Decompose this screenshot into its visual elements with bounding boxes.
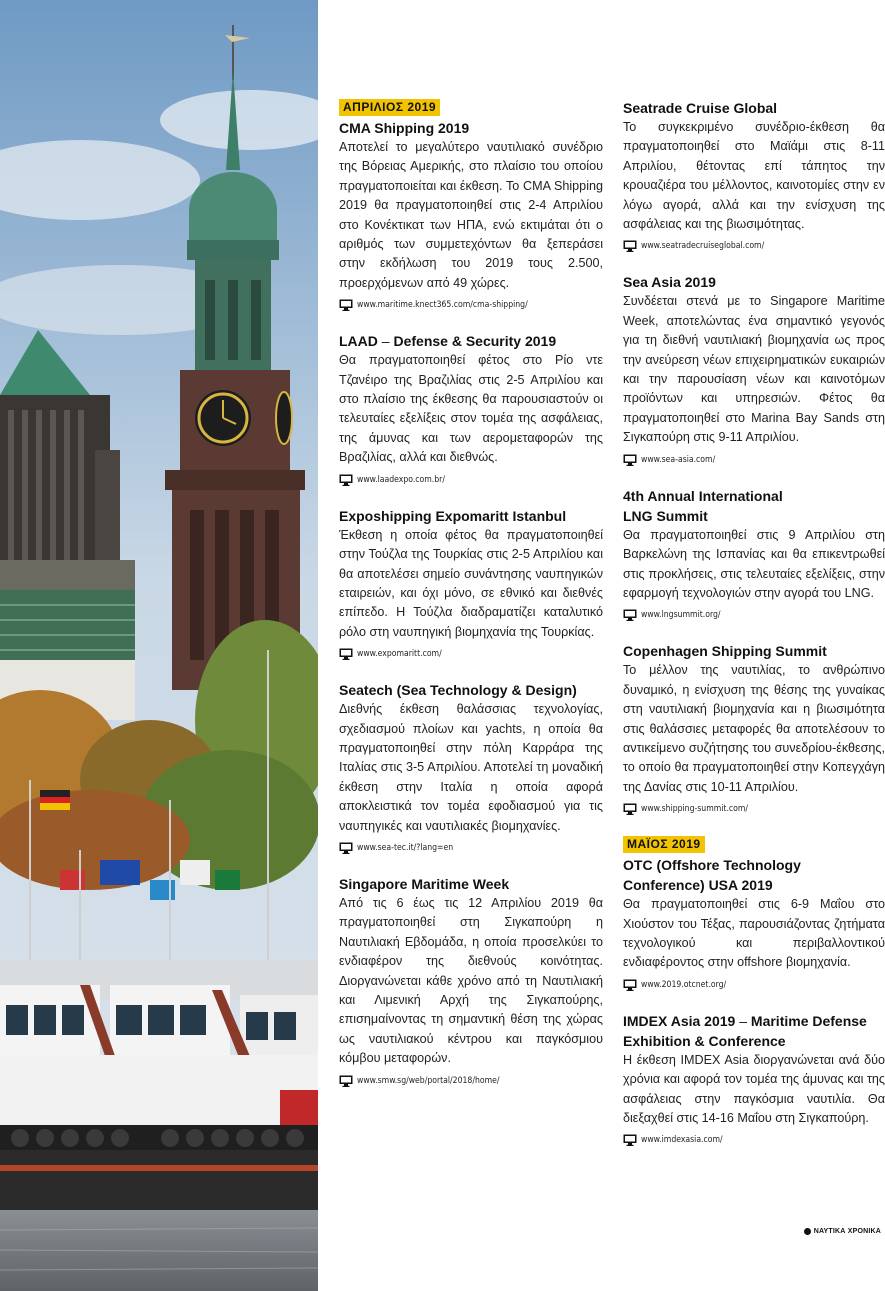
monitor-icon — [339, 474, 353, 486]
event-url-text[interactable]: www.expomaritt.com/ — [357, 649, 442, 660]
event-url-text[interactable]: www.seatradecruiseglobal.com/ — [641, 241, 765, 252]
event-cma-shipping — [339, 118, 603, 312]
event-title: Seatrade Cruise Global — [623, 100, 778, 116]
monitor-icon — [339, 842, 353, 854]
event-title-dash: – — [735, 1012, 751, 1029]
event-url[interactable] — [623, 239, 885, 253]
hamburg-harbour-illustration — [0, 0, 318, 1291]
monitor-icon — [623, 609, 637, 621]
month-label-april: ΑΠΡΙΛΙΟΣ 2019 — [339, 99, 440, 116]
event-laad — [339, 331, 603, 486]
event-url-text[interactable]: www.sea-tec.it/?lang=en — [357, 842, 454, 853]
publication-dot-icon — [804, 1228, 811, 1235]
event-title — [623, 1011, 885, 1051]
event-body: Το μέλλον της ναυτιλίας, το ανθρώπινο δυναμικό, η ενίσχυση της θέσης της γυναίκας στη ναυτιλιακή βιομηχανία και η βιωσιμότητα στις θαλάσσιες μεταφορές θα αποτελέσουν το αντικείμενο συζήτησης του συνεδρίου-έκθεσης, το οποίο θα πραγματοποιηθεί στην Κοπεγχάγη της Δανίας στις 10-11 Απριλίου. — [623, 663, 885, 794]
event-url-text[interactable]: www.smw.sg/web/portal/2018/home/ — [357, 1075, 500, 1086]
event-title-rest: Maritime Defense — [750, 1012, 867, 1029]
event-seatech — [339, 680, 603, 855]
harbour-photo — [0, 0, 318, 1291]
event-url-text[interactable]: www.imdexasia.com/ — [641, 1135, 723, 1146]
event-url[interactable] — [339, 647, 603, 661]
event-url-text[interactable]: www.laadexpo.com.br/ — [357, 474, 445, 485]
event-url-text[interactable]: www.maritime.knect365.com/cma-shipping/ — [357, 300, 528, 311]
event-imdex-asia — [623, 1011, 885, 1148]
event-seatrade-cruise-global — [623, 98, 885, 253]
monitor-icon — [623, 979, 637, 991]
event-title: Sea Asia 2019 — [623, 274, 716, 291]
event-title — [339, 331, 603, 351]
event-body: Η έκθεση IMDEX Asia διοργανώνεται ανά δύο χρόνια και αφορά τον τομέα της άμυνας και της ασφάλειας στην παγκόσμια ναυτιλία. Θα διεξαχθεί στις 14-16 Μαΐου στη Σιγκαπούρη. — [623, 1052, 885, 1125]
monitor-icon — [339, 299, 353, 311]
monitor-icon — [623, 454, 637, 466]
event-body: Έκθεση η οποία φέτος θα πραγματοποιηθεί στην Τούζλα της Τουρκίας στις 2-5 Απριλίου και θα αποτελέσει σημείο συνάντησης ναυπηγικών εταιρειών, και όχι μόνο, σε εθνικό και διεθνές επίπεδο. Η Τούζλα διαδραματίζει καταλυτικό ρόλο στη ναυπηγική βιομηχανία της Τουρκίας. — [339, 527, 603, 639]
monitor-icon — [623, 1134, 637, 1146]
event-exposhipping — [339, 506, 603, 661]
monitor-icon — [623, 803, 637, 815]
event-sea-asia — [623, 272, 885, 466]
event-url[interactable] — [339, 1074, 603, 1088]
event-title: Exposhipping Expomaritt Istanbul — [339, 507, 567, 524]
event-title-main: LAAD — [339, 333, 378, 350]
event-url-text[interactable]: www.lngsummit.org/ — [641, 610, 721, 621]
month-label-may: ΜΑΪΟΣ 2019 — [623, 836, 705, 853]
monitor-icon — [339, 648, 353, 660]
monitor-icon — [339, 1075, 353, 1087]
footer-publication — [804, 1228, 881, 1235]
event-body: Συνδέεται στενά με το Singapore Maritime Week, αποτελώντας ένα σημαντικό γεγονός για τη διεθνή ναυτιλιακή βιομηχανία ως προς την ανεύρεση νέων επιχειρηματικών ευκαιριών και την παρουσίαση νέων και καινοτόμων προϊόντων και υπηρεσιών. Φέτος θα πραγματοποιηθεί στο Marina Bay Sands στη Σιγκαπούρη στις 9-11 Απριλίου. — [623, 294, 885, 445]
event-url[interactable] — [623, 978, 885, 992]
event-url-text[interactable]: www.sea-asia.com/ — [641, 454, 716, 465]
event-url[interactable] — [339, 473, 603, 487]
event-title-line2: Conference) USA 2019 — [623, 877, 773, 894]
event-title: Singapore Maritime Week — [339, 875, 510, 892]
event-lng-summit — [623, 486, 885, 623]
event-url[interactable] — [623, 1133, 885, 1147]
event-title: CMA Shipping 2019 — [339, 120, 470, 136]
right-column — [623, 98, 885, 1166]
event-body: Θα πραγματοποιηθεί στις 9 Απριλίου στη Βαρκελώνη της Ισπανίας και θα επικεντρωθεί στις προκλήσεις, στις τελευταίες εξελίξεις, στην εφαρμογή τεχνολογιών στην αγορά του LNG. — [623, 527, 885, 600]
monitor-icon — [623, 240, 637, 252]
event-title-main: IMDEX Asia 2019 — [623, 1012, 736, 1029]
event-otc-usa — [623, 855, 885, 992]
event-copenhagen-shipping-summit — [623, 641, 885, 816]
event-body: Θα πραγματοποιηθεί φέτος στο Ρίο ντε Τζανέιρο της Βραζιλίας στις 2-5 Απριλίου και στο πλαίσιο της έκθεσης θα παρουσιαστούν οι τελευταίες εξελίξεις στον τομέα της ασφάλειας, της άμυνας και των αερομεταφορών της Βραζιλίας, αλλά και διεθνώς. — [339, 353, 603, 465]
event-body: Από τις 6 έως τις 12 Απριλίου 2019 θα πραγματοποιηθεί στη Σιγκαπούρη η Ναυτιλιακή Εβδομάδα, η οποία προσελκύει το ενδιαφέρον της διεθνούς κοινότητας. Διοργανώνεται κάθε χρόνο από τη Ναυτιλιακή και Λιμενική Αρχή της Σιγκαπούρης, επισημαίνοντας τη σημαντική θέση της χώρας ως ναυτιλιακού κέντρου και παγκόσμιου κόμβου μεταφορών. — [339, 895, 603, 1066]
event-url-text[interactable]: www.2019.otcnet.org/ — [641, 979, 727, 990]
event-title-rest: Defense & Security 2019 — [393, 333, 557, 350]
event-title: Copenhagen Shipping Summit — [623, 643, 827, 660]
event-body: Το συγκεκριμένο συνέδριο-έκθεση θα πραγματοποιηθεί στο Μαϊάμι στις 8-11 Απριλίου, θέτοντας επί τάπητος την κρουαζιέρα του μέλλοντος, καινοτομίες στην εν λόγω αγορά, αλλά και την ενίσχυση της ασφάλειας και της βιωσιμότητας. — [623, 120, 885, 232]
event-title-line1: 4th Annual International — [623, 487, 783, 504]
event-url[interactable] — [339, 298, 603, 312]
event-title — [623, 486, 885, 526]
event-body: Αποτελεί το μεγαλύτερο ναυτιλιακό συνέδριο της Βόρειας Αμερικής, στο πλαίσιο του οποίου πραγματοποιείται και έκθεση. Το CMA Shipping 2019 θα πραγματοποιηθεί στις 2-4 Απριλίου στο Κονέκτικατ των ΗΠΑ, ενώ εκτιμάται ότι ο αριθμός των συμμετεχόντων θα ξεπεράσει στην εκδήλωση του 2019 τους 2.500, προερχόμενων από 49 χώρες. — [339, 140, 603, 290]
event-url[interactable] — [623, 608, 885, 622]
event-title-line1: OTC (Offshore Technology — [623, 857, 801, 874]
event-title — [623, 855, 885, 895]
event-url[interactable] — [623, 453, 885, 467]
publication-name: ΝΑΥΤΙΚΑ ΧΡΟΝΙΚΑ — [813, 1228, 881, 1235]
event-url[interactable] — [339, 841, 603, 855]
event-url-text[interactable]: www.shipping-summit.com/ — [641, 804, 749, 815]
event-body: Διεθνής έκθεση θαλάσσιας τεχνολογίας, σχεδιασμού πλοίων και yachts, η οποία θα πραγματοποιηθεί στην πόλη Καρράρα της Ιταλίας στις 3-5 Απριλίου. Αποτελεί τη μοναδική έκθεση στην Ιταλία η οποία αφορά αποκλειστικά τον τομέα εφοδιασμού για τις ναυπηγικές και ναυτιλιακές βιομηχανίες. — [339, 702, 603, 833]
event-url[interactable] — [623, 802, 885, 816]
event-title-dash: – — [377, 333, 394, 350]
event-title: Seatech (Sea Technology & Design) — [339, 682, 577, 699]
event-body: Θα πραγματοποιηθεί στις 6-9 Μαΐου στο Χιούστον του Τέξας, παρουσιάζοντας ζητήματα τεχνολογικού και περιβαλλοντικού ενδιαφέροντος στην offshore βιομηχανία. — [623, 897, 885, 970]
event-title-line2: LNG Summit — [623, 507, 708, 524]
left-column — [339, 98, 603, 1107]
event-singapore-maritime-week — [339, 874, 603, 1088]
event-title-line2: Exhibition & Conference — [623, 1032, 786, 1049]
